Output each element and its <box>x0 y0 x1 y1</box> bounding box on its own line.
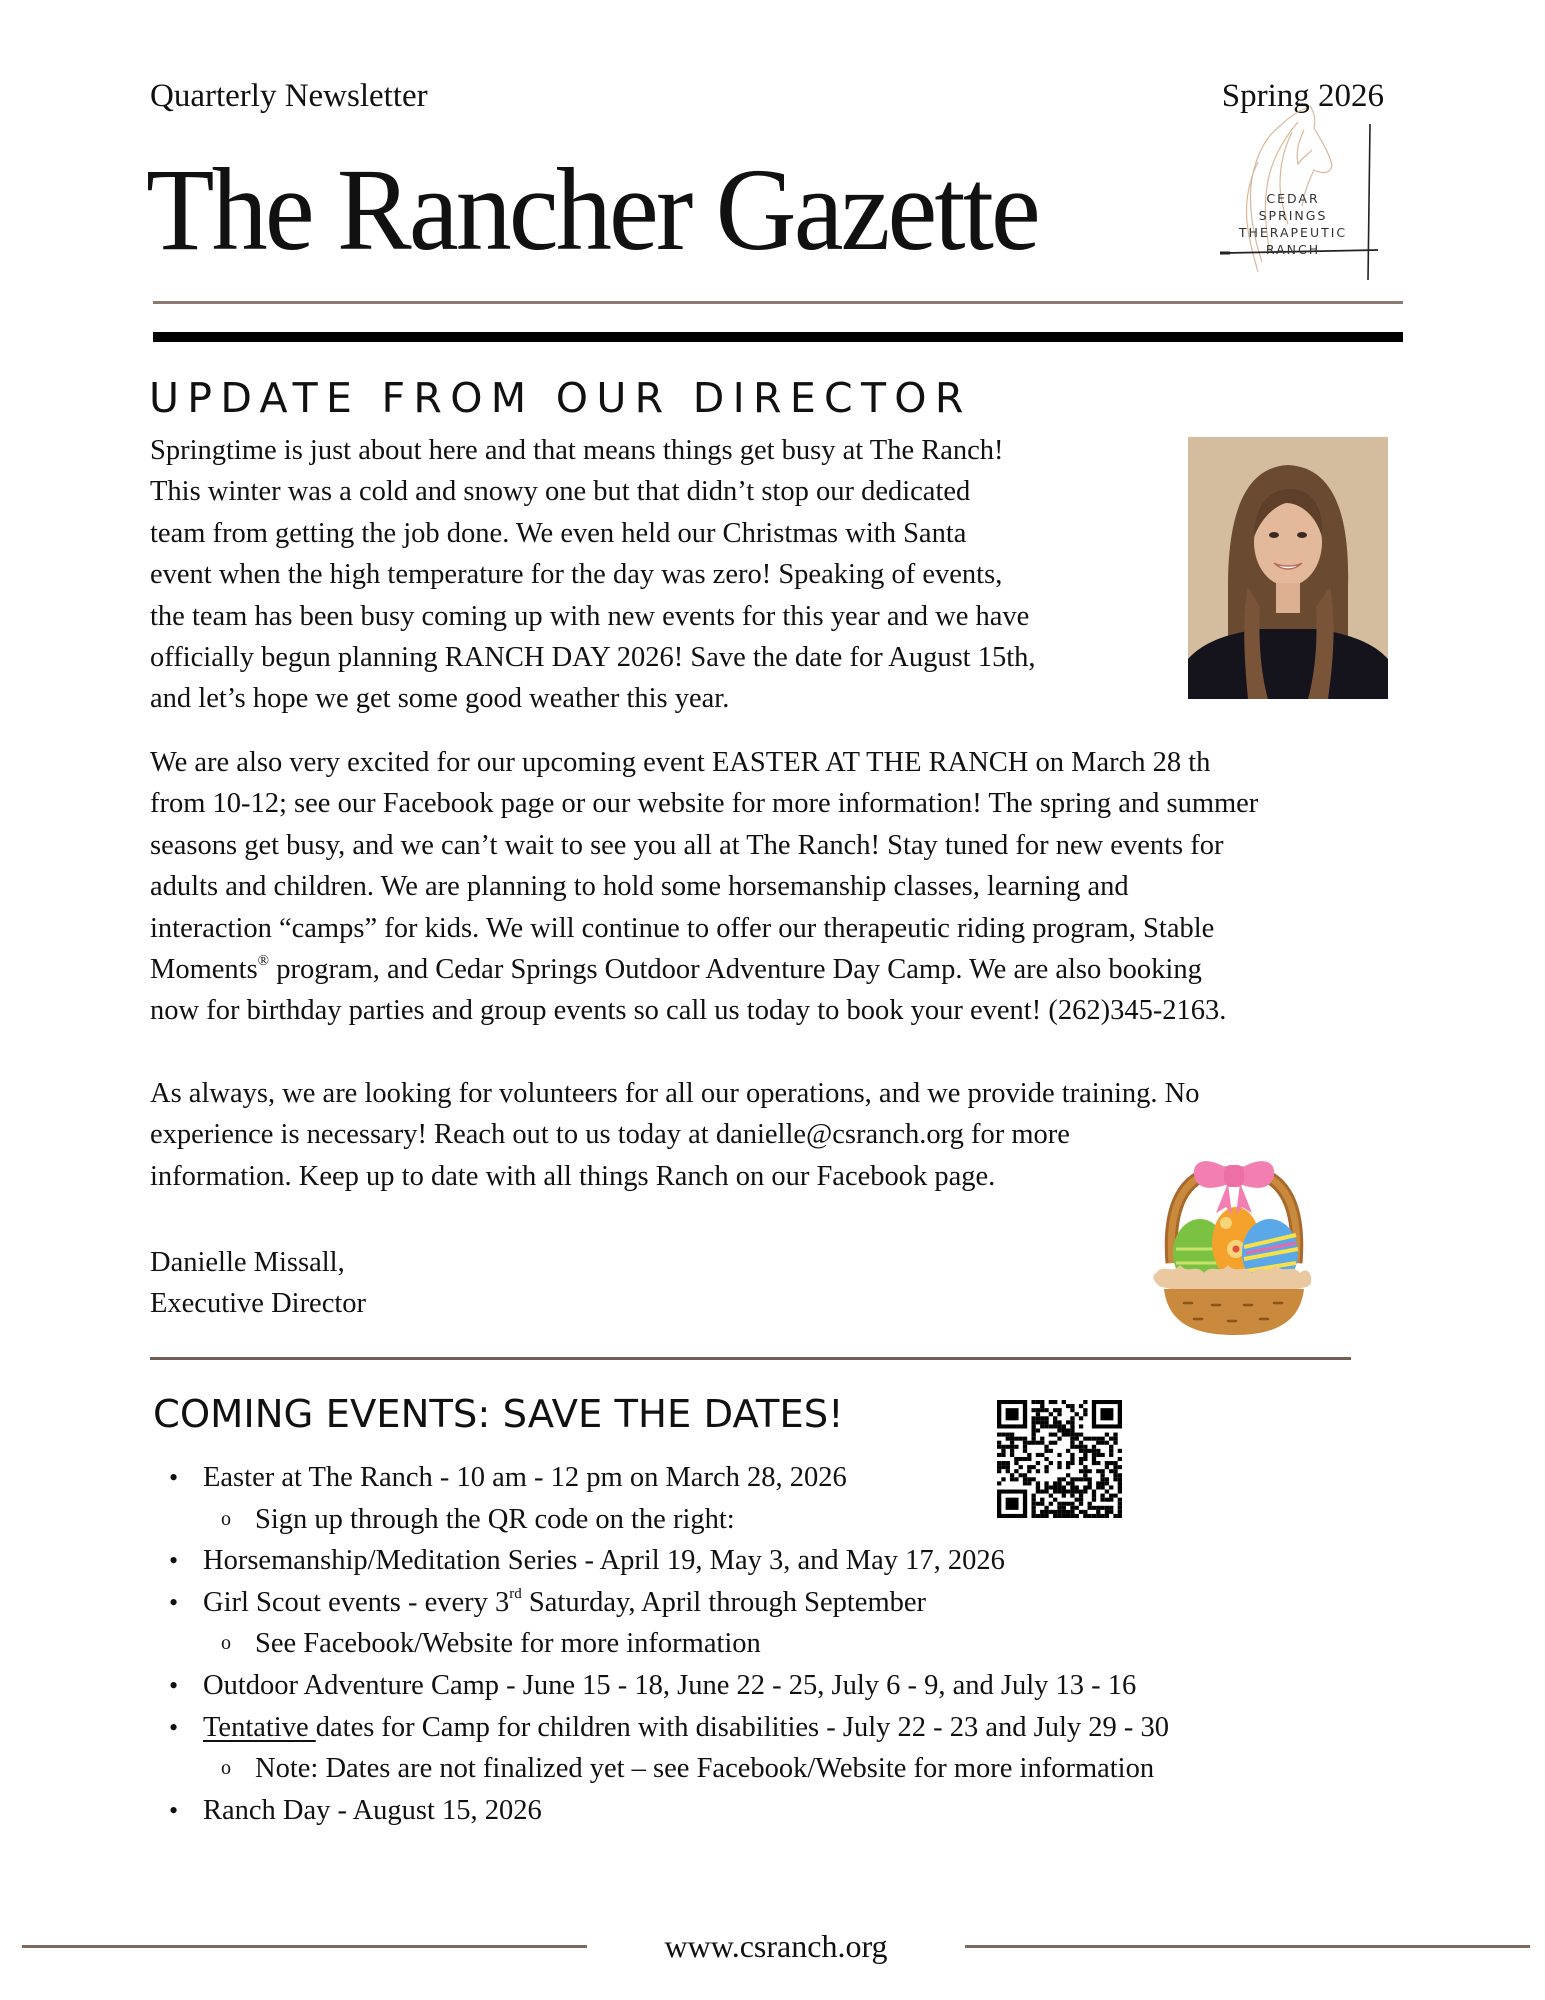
header-divider-thick <box>153 332 1403 342</box>
event-subitem <box>150 1748 1400 1790</box>
registered-mark: ® <box>257 953 270 970</box>
logo-wordmark <box>1218 190 1368 258</box>
footer-rule-left <box>22 1945 587 1948</box>
signature-name: Danielle Missall, <box>150 1247 345 1278</box>
paragraph-line <box>150 949 1258 990</box>
ranch-logo <box>1218 102 1383 282</box>
events-list <box>150 1457 1400 1831</box>
director-paragraph-1 <box>150 430 1036 720</box>
event-item <box>150 1707 1400 1749</box>
event-item <box>150 1790 1400 1832</box>
paragraph-line: adults and children. We are planning to hold some horsemanship classes, learning and <box>150 871 1129 903</box>
event-text: See Facebook/Website for more information <box>255 1628 761 1660</box>
newsletter-kicker: Quarterly Newsletter <box>150 78 428 114</box>
logo-line: THERAPEUTIC <box>1238 225 1348 240</box>
event-text: Easter at The Ranch - 10 am - 12 pm on March 28, 2026 <box>203 1462 847 1493</box>
ordinal-suffix: rd <box>509 1585 522 1602</box>
paragraph-line: officially begun planning RANCH DAY 2026! Save the date for August 15th, <box>150 642 1036 674</box>
bullet-icon: • <box>169 1670 179 1700</box>
header-divider-thin <box>153 301 1403 304</box>
tentative-label: Tentative <box>203 1711 316 1743</box>
footer-rule-right <box>965 1945 1530 1948</box>
event-text: Girl Scout events - every 3 <box>203 1586 510 1618</box>
paragraph-line: This winter was a cold and snowy one but that didn’t stop our dedicated <box>150 476 971 508</box>
logo-line: SPRINGS <box>1258 208 1328 223</box>
signature <box>150 1242 366 1325</box>
paragraph-line: seasons get busy, and we can’t wait to see you all at The Ranch! Stay tuned for new events for <box>150 829 1224 861</box>
text-run: Moments <box>150 954 258 986</box>
paragraph-line: interaction “camps” for kids. We will continue to offer our therapeutic riding program, Stable <box>150 912 1215 944</box>
footer-website-link[interactable]: www.csranch.org <box>664 1928 888 1964</box>
event-text: Ranch Day - August 15, 2026 <box>203 1794 542 1826</box>
paragraph-line: event when the high temperature for the day was zero! Speaking of events, <box>150 559 1003 591</box>
sub-bullet-icon: o <box>221 1507 231 1530</box>
director-photo <box>1188 437 1388 699</box>
bullet-icon: • <box>169 1546 179 1576</box>
event-text: Saturday, April through September <box>521 1586 927 1618</box>
event-item <box>150 1665 1400 1707</box>
director-paragraph-3 <box>150 1073 1199 1197</box>
director-paragraph-2 <box>150 742 1258 1032</box>
sub-bullet-icon: o <box>221 1757 231 1780</box>
paragraph-line: Springtime is just about here and that means things get busy at The Ranch! <box>150 435 1004 466</box>
text-run: program, and Cedar Springs Outdoor Adventure Day Camp. We are also booking <box>269 954 1202 986</box>
event-item <box>150 1540 1400 1582</box>
event-item <box>150 1582 1400 1624</box>
bullet-icon: • <box>169 1712 179 1742</box>
section-divider <box>150 1357 1351 1360</box>
section-heading-events: COMING EVENTS: SAVE THE DATES! <box>153 1392 844 1437</box>
director-portrait-icon <box>1188 437 1388 699</box>
event-item <box>150 1457 1400 1499</box>
paragraph-line: from 10-12; see our Facebook page or our website for more information! The spring and summer <box>150 788 1259 820</box>
section-heading-director: UPDATE FROM OUR DIRECTOR <box>149 374 972 422</box>
logo-line: CEDAR <box>1266 191 1320 206</box>
paragraph-line: information. Keep up to date with all things Ranch on our Facebook page. <box>150 1160 996 1192</box>
paragraph-line: team from getting the job done. We even held our Christmas with Santa <box>150 517 967 549</box>
event-text: dates for Camp for children with disabilities - July 22 - 23 and July 29 - 30 <box>315 1711 1170 1743</box>
logo-line: RANCH <box>1265 242 1321 257</box>
signature-title: Executive Director <box>150 1288 367 1320</box>
paragraph-line: now for birthday parties and group events so call us today to book your event! (262)345-2163. <box>150 995 1227 1027</box>
sub-bullet-icon: o <box>221 1632 231 1655</box>
bullet-icon: • <box>169 1795 179 1825</box>
easter-basket-icon <box>1150 1153 1318 1337</box>
bullet-icon: • <box>169 1587 179 1617</box>
paragraph-line: the team has been busy coming up with new events for this year and we have <box>150 600 1030 632</box>
event-text: Note: Dates are not finalized yet – see Facebook/Website for more information <box>255 1753 1155 1785</box>
masthead-title: The Rancher Gazette <box>146 144 1038 275</box>
paragraph-line: We are also very excited for our upcoming event EASTER AT THE RANCH on March 28 th <box>150 747 1211 778</box>
event-subitem <box>150 1499 1400 1541</box>
paragraph-line: experience is necessary! Reach out to us today at danielle@csranch.org for more <box>150 1119 1070 1151</box>
easter-basket <box>1150 1153 1318 1337</box>
event-text: Outdoor Adventure Camp - June 15 - 18, June 22 - 25, July 6 - 9, and July 13 - 16 <box>203 1669 1137 1701</box>
event-text: Horsemanship/Meditation Series - April 19, May 3, and May 17, 2026 <box>203 1545 1005 1577</box>
issue-season: Spring 2026 <box>1221 78 1384 114</box>
paragraph-line: As always, we are looking for volunteers for all our operations, and we provide training. No <box>150 1078 1200 1109</box>
paragraph-line: and let’s hope we get some good weather this year. <box>150 683 730 715</box>
event-text: Sign up through the QR code on the right: <box>255 1503 735 1535</box>
event-subitem <box>150 1623 1400 1665</box>
bullet-icon: • <box>169 1463 179 1492</box>
